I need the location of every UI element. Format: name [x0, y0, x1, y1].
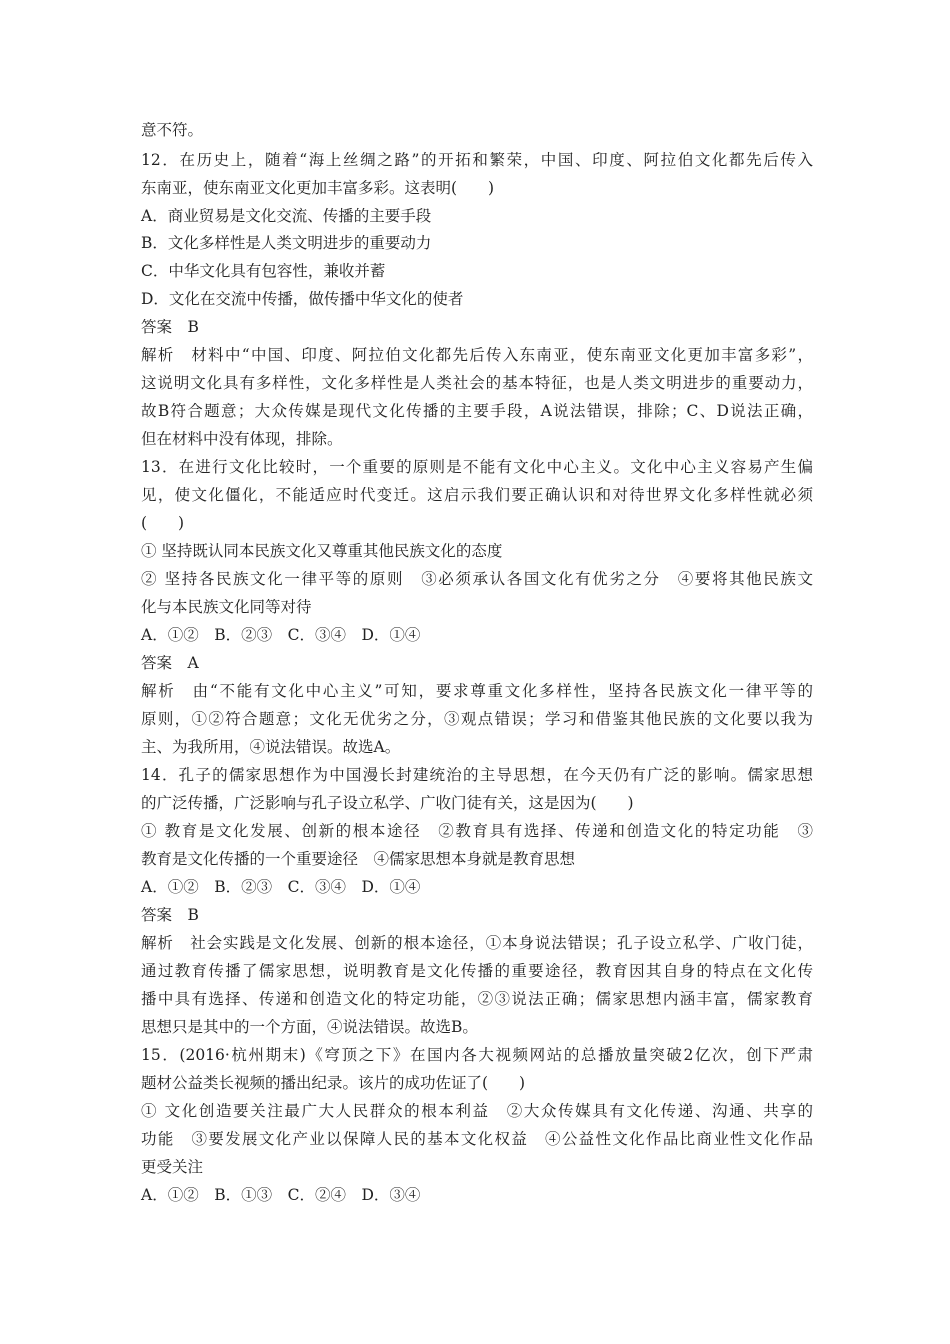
statement-line: ② 坚持各民族文化一律平等的原则 ③必须承认各国文化有优劣之分 ④要将其他民族文	[141, 570, 813, 588]
statement-line: 功能 ③要发展文化产业以保障人民的基本文化权益 ④公益性文化作品比商业性文化作品	[141, 1130, 813, 1148]
question-14-stem: 的广泛传播，广泛影响与孔子设立私学、广收门徒有关，这是因为( )	[141, 794, 634, 812]
option-b: B．文化多样性是人类文明进步的重要动力	[141, 234, 432, 252]
statement-line: 化与本民族文化同等对待	[141, 598, 312, 616]
analysis-line: 播中具有选择、传递和创造文化的特定功能，②③说法正确；儒家思想内涵丰富，儒家教育	[141, 990, 813, 1008]
answer-line: 答案 A	[141, 654, 199, 672]
question-13-stem: 见，使文化僵化，不能适应时代变迁。这启示我们要正确认识和对待世界文化多样性就必须	[141, 486, 813, 504]
text-line: 意不符。	[141, 121, 204, 139]
option-a: A．商业贸易是文化交流、传播的主要手段	[141, 207, 432, 225]
question-12-stem: 东南亚，使东南亚文化更加丰富多彩。这表明( )	[141, 179, 495, 197]
question-14-stem: 14．孔子的儒家思想作为中国漫长封建统治的主导思想，在今天仍有广泛的影响。儒家思想	[141, 766, 813, 784]
analysis-line: 故B符合题意；大众传媒是现代文化传播的主要手段，A说法错误，排除；C、D说法正确，	[141, 402, 813, 420]
analysis-line: 主、为我所用，④说法错误。故选A。	[141, 738, 401, 756]
statement-line: ① 坚持既认同本民族文化又尊重其他民族文化的态度	[141, 542, 503, 560]
statement-line: ① 教育是文化发展、创新的根本途径 ②教育具有选择、传递和创造文化的特定功能 ③	[141, 822, 813, 840]
question-15-stem: 15．(2016·杭州期末)《穹顶之下》在国内各大视频网站的总播放量突破2亿次，创下严肃	[141, 1046, 813, 1064]
question-13-stem: 13．在进行文化比较时，一个重要的原则是不能有文化中心主义。文化中心主义容易产生偏	[141, 458, 813, 476]
analysis-line: 通过教育传播了儒家思想，说明教育是文化传播的重要途径，教育因其自身的特点在文化传	[141, 962, 813, 980]
option-c: C．中华文化具有包容性，兼收并蓄	[141, 262, 386, 280]
analysis-line: 思想只是其中的一个方面，④说法错误。故选B。	[141, 1018, 478, 1036]
options-line: A．①② B．②③ C．③④ D．①④	[141, 626, 421, 644]
analysis-line: 解析 由“不能有文化中心主义”可知，要求尊重文化多样性，坚持各民族文化一律平等的	[141, 682, 813, 700]
analysis-line: 解析 材料中“中国、印度、阿拉伯文化都先后传入东南亚，使东南亚文化更加丰富多彩”，	[141, 346, 813, 364]
answer-line: 答案 B	[141, 906, 199, 924]
answer-line: 答案 B	[141, 318, 199, 336]
question-15-stem: 题材公益类长视频的播出纪录。该片的成功佐证了( )	[141, 1074, 526, 1092]
statement-line: 更受关注	[141, 1158, 204, 1176]
statement-line: 教育是文化传播的一个重要途径 ④儒家思想本身就是教育思想	[141, 850, 576, 868]
options-line: A．①② B．②③ C．③④ D．①④	[141, 878, 421, 896]
analysis-line: 原则，①②符合题意；文化无优劣之分，③观点错误；学习和借鉴其他民族的文化要以我为	[141, 710, 813, 728]
question-13-stem: ( )	[141, 514, 185, 532]
statement-line: ① 文化创造要关注最广大人民群众的根本利益 ②大众传媒具有文化传递、沟通、共享的	[141, 1102, 813, 1120]
option-d: D．文化在交流中传播，做传播中华文化的使者	[141, 290, 464, 308]
question-12-stem: 12．在历史上，随着“海上丝绸之路”的开拓和繁荣，中国、印度、阿拉伯文化都先后传入	[141, 151, 813, 169]
analysis-line: 解析 社会实践是文化发展、创新的根本途径，①本身说法错误；孔子设立私学、广收门徒，	[141, 934, 813, 952]
analysis-line: 这说明文化具有多样性，文化多样性是人类社会的基本特征，也是人类文明进步的重要动力，	[141, 374, 813, 392]
analysis-line: 但在材料中没有体现，排除。	[141, 430, 343, 448]
options-line: A．①② B．①③ C．②④ D．③④	[141, 1186, 421, 1204]
